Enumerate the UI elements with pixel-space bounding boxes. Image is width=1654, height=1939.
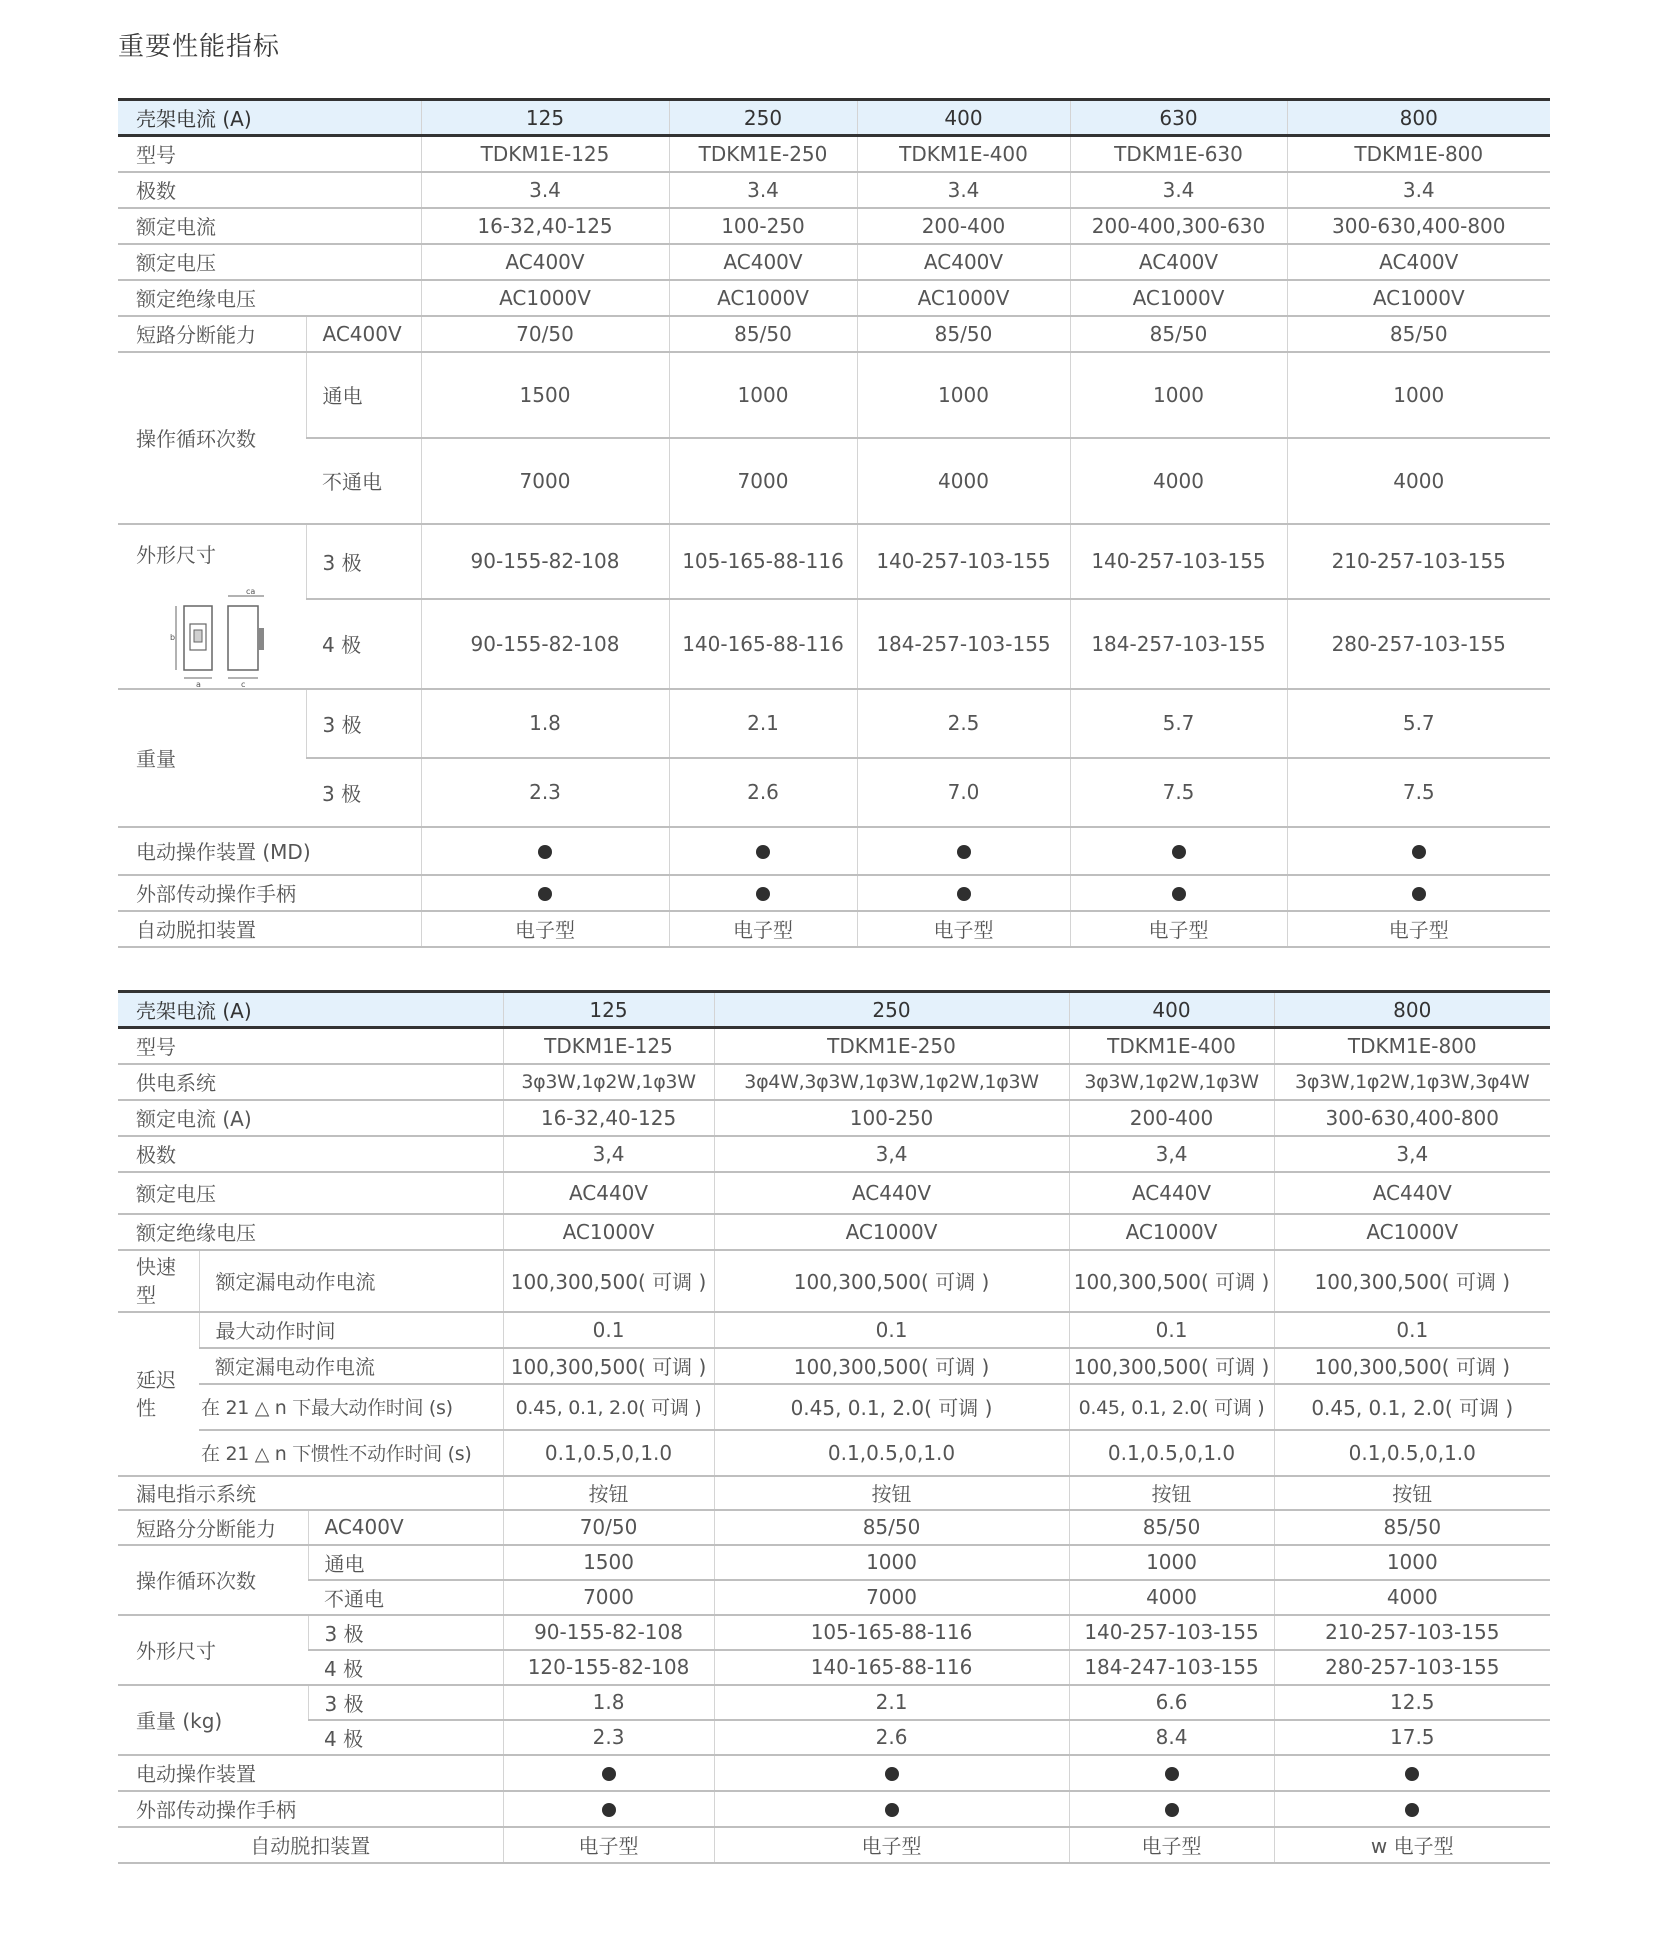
row-label: 电动操作装置 (MD) xyxy=(118,827,421,875)
sub-label: 额定漏电动作电流 xyxy=(199,1348,503,1384)
insulation-voltage-row xyxy=(118,280,1550,316)
model-cell: TDKM1E-800 xyxy=(1287,136,1550,172)
value-cell: 184-257-103-155 xyxy=(1070,599,1287,689)
value-cell: 按钮 xyxy=(503,1476,714,1510)
value-cell: 85/50 xyxy=(1274,1510,1550,1545)
value-cell: 0.1 xyxy=(503,1312,714,1348)
included-dot-icon xyxy=(602,1767,616,1781)
value-cell: AC400V xyxy=(669,244,857,280)
row-label: 极数 xyxy=(118,172,421,208)
weight-3p-row xyxy=(118,1685,1550,1720)
feature-cell xyxy=(1287,827,1550,875)
included-dot-icon xyxy=(1412,887,1426,901)
dim-letter: ca xyxy=(246,587,256,596)
value-cell: 100,300,500( 可调 ) xyxy=(714,1348,1069,1384)
value-cell: AC1000V xyxy=(1287,280,1550,316)
rated-voltage-row xyxy=(118,1172,1550,1214)
value-cell: 电子型 xyxy=(714,1827,1069,1863)
value-cell: 100-250 xyxy=(714,1100,1069,1136)
fast-row xyxy=(118,1250,1550,1312)
sub-label: 4 极 xyxy=(306,599,421,689)
value-cell: 90-155-82-108 xyxy=(421,524,669,599)
sub-label: 不通电 xyxy=(306,438,421,524)
frame-cell: 125 xyxy=(421,100,669,136)
included-dot-icon xyxy=(1172,887,1186,901)
frame-cell: 400 xyxy=(857,100,1070,136)
included-dot-icon xyxy=(1165,1767,1179,1781)
feature-cell xyxy=(1274,1791,1550,1827)
included-dot-icon xyxy=(538,887,552,901)
inertia-row xyxy=(118,1430,1550,1476)
value-cell: 210-257-103-155 xyxy=(1274,1615,1550,1650)
value-cell: 140-165-88-116 xyxy=(669,599,857,689)
included-dot-icon xyxy=(1165,1803,1179,1817)
frame-cell: 400 xyxy=(1069,992,1274,1028)
value-cell: 3,4 xyxy=(503,1136,714,1172)
value-cell: 105-165-88-116 xyxy=(714,1615,1069,1650)
value-cell: 3,4 xyxy=(1069,1136,1274,1172)
value-cell: 0.45, 0.1, 2.0( 可调 ) xyxy=(503,1384,714,1430)
row-label: 快速型 xyxy=(118,1250,199,1312)
max-time-row xyxy=(118,1312,1550,1348)
value-cell: 3.4 xyxy=(857,172,1070,208)
row-label: 重量 (kg) xyxy=(118,1685,308,1755)
value-cell: AC1000V xyxy=(1069,1214,1274,1250)
value-cell: 电子型 xyxy=(669,911,857,947)
value-cell: 按钮 xyxy=(1069,1476,1274,1510)
handle-row xyxy=(118,875,1550,911)
value-cell: 7000 xyxy=(714,1580,1069,1615)
row-label: 短路分分断能力 xyxy=(118,1510,308,1545)
value-cell: 300-630,400-800 xyxy=(1274,1100,1550,1136)
rated-current-row xyxy=(118,208,1550,244)
value-cell: 2.6 xyxy=(669,758,857,827)
value-cell: 17.5 xyxy=(1274,1720,1550,1755)
value-cell: AC1000V xyxy=(714,1214,1069,1250)
dims-label-cell xyxy=(118,524,306,689)
model-cell: TDKM1E-400 xyxy=(857,136,1070,172)
value-cell: 1000 xyxy=(669,352,857,438)
value-cell: 140-257-103-155 xyxy=(1070,524,1287,599)
sub-label: 3 极 xyxy=(306,524,421,599)
sub-label: 通电 xyxy=(308,1545,503,1580)
value-cell: 7.5 xyxy=(1287,758,1550,827)
value-cell: 4000 xyxy=(1287,438,1550,524)
value-cell: 3φ3W,1φ2W,1φ3W,3φ4W xyxy=(1274,1064,1550,1100)
weight-b-row xyxy=(118,758,1550,827)
insulation-voltage-row xyxy=(118,1214,1550,1250)
value-cell: 3.4 xyxy=(1070,172,1287,208)
value-cell: 200-400 xyxy=(1069,1100,1274,1136)
value-cell: 3φ3W,1φ2W,1φ3W xyxy=(1069,1064,1274,1100)
value-cell: 3,4 xyxy=(1274,1136,1550,1172)
dim-letter: c xyxy=(241,679,246,688)
value-cell: 3.4 xyxy=(669,172,857,208)
value-cell: 100,300,500( 可调 ) xyxy=(714,1250,1069,1312)
value-cell: 0.1,0.5,0,1.0 xyxy=(714,1430,1069,1476)
value-cell: AC1000V xyxy=(857,280,1070,316)
row-label: 型号 xyxy=(118,136,421,172)
model-cell: TDKM1E-125 xyxy=(503,1028,714,1064)
value-cell: 70/50 xyxy=(503,1510,714,1545)
included-dot-icon xyxy=(538,845,552,859)
value-cell: 电子型 xyxy=(503,1827,714,1863)
dims-3p-row xyxy=(118,1615,1550,1650)
header-row xyxy=(118,100,1550,136)
row-label: 极数 xyxy=(118,1136,503,1172)
value-cell: 300-630,400-800 xyxy=(1287,208,1550,244)
value-cell: 140-257-103-155 xyxy=(1069,1615,1274,1650)
model-cell: TDKM1E-630 xyxy=(1070,136,1287,172)
value-cell: 1500 xyxy=(421,352,669,438)
value-cell: 100,300,500( 可调 ) xyxy=(1069,1250,1274,1312)
value-cell: 按钮 xyxy=(714,1476,1069,1510)
row-label: 外形尺寸 xyxy=(136,542,216,567)
value-cell: 0.1,0.5,0,1.0 xyxy=(503,1430,714,1476)
value-cell: 2.3 xyxy=(421,758,669,827)
row-label: 供电系统 xyxy=(118,1064,503,1100)
value-cell: 4000 xyxy=(1274,1580,1550,1615)
value-cell: 1000 xyxy=(714,1545,1069,1580)
value-cell: 1000 xyxy=(1287,352,1550,438)
value-cell: AC1000V xyxy=(669,280,857,316)
frame-cell: 250 xyxy=(669,100,857,136)
value-cell: 7000 xyxy=(503,1580,714,1615)
cycles-on-row xyxy=(118,1545,1550,1580)
row-label: 重量 xyxy=(118,689,306,827)
row-label: 额定电压 xyxy=(118,1172,503,1214)
value-cell: 280-257-103-155 xyxy=(1287,599,1550,689)
rated-voltage-row xyxy=(118,244,1550,280)
feature-cell xyxy=(857,827,1070,875)
feature-cell xyxy=(714,1755,1069,1791)
value-cell: 12.5 xyxy=(1274,1685,1550,1720)
value-cell: 85/50 xyxy=(1069,1510,1274,1545)
value-cell: AC1000V xyxy=(1070,280,1287,316)
dim-letter: b xyxy=(170,632,176,642)
value-cell: 2.1 xyxy=(669,689,857,758)
cycles-off-row xyxy=(118,438,1550,524)
value-cell: 3.4 xyxy=(1287,172,1550,208)
feature-cell xyxy=(669,827,857,875)
model-cell: TDKM1E-125 xyxy=(421,136,669,172)
value-cell: 4000 xyxy=(857,438,1070,524)
md-row xyxy=(118,1755,1550,1791)
value-cell: 6.6 xyxy=(1069,1685,1274,1720)
included-dot-icon xyxy=(602,1803,616,1817)
value-cell: 电子型 xyxy=(1069,1827,1274,1863)
model-cell: TDKM1E-250 xyxy=(669,136,857,172)
row-label: 操作循环次数 xyxy=(118,1545,308,1615)
value-cell: 200-400 xyxy=(857,208,1070,244)
cycles-off-row xyxy=(118,1580,1550,1615)
value-cell: 90-155-82-108 xyxy=(503,1615,714,1650)
feature-cell xyxy=(421,875,669,911)
value-cell: 100,300,500( 可调 ) xyxy=(1274,1250,1550,1312)
dimension-diagram-icon xyxy=(170,588,280,688)
row-label: 漏电指示系统 xyxy=(118,1476,503,1510)
value-cell: 140-257-103-155 xyxy=(857,524,1070,599)
value-cell: 4000 xyxy=(1069,1580,1274,1615)
included-dot-icon xyxy=(1172,845,1186,859)
value-cell: 电子型 xyxy=(1287,911,1550,947)
value-cell: 100,300,500( 可调 ) xyxy=(1069,1348,1274,1384)
value-cell: 3.4 xyxy=(421,172,669,208)
value-cell: 100,300,500( 可调 ) xyxy=(1274,1348,1550,1384)
sub-label: 3 极 xyxy=(306,689,421,758)
row-label: 额定电压 xyxy=(118,244,421,280)
value-cell: 120-155-82-108 xyxy=(503,1650,714,1685)
sub-label: 在 21 △ n 下最大动作时间 (s) xyxy=(199,1384,503,1430)
rated-current-row xyxy=(118,1100,1550,1136)
feature-cell xyxy=(1069,1791,1274,1827)
poles-row xyxy=(118,172,1550,208)
sub-label: 4 极 xyxy=(308,1720,503,1755)
value-cell: 184-247-103-155 xyxy=(1069,1650,1274,1685)
value-cell: AC1000V xyxy=(503,1214,714,1250)
model-row xyxy=(118,1028,1550,1064)
value-cell: AC440V xyxy=(1069,1172,1274,1214)
poles-row xyxy=(118,1136,1550,1172)
sub-label: 最大动作时间 xyxy=(199,1312,503,1348)
feature-cell xyxy=(1069,1755,1274,1791)
cycles-on-row xyxy=(118,352,1550,438)
weight-a-row xyxy=(118,689,1550,758)
frame-cell: 125 xyxy=(503,992,714,1028)
value-cell: 0.1,0.5,0,1.0 xyxy=(1069,1430,1274,1476)
md-row xyxy=(118,827,1550,875)
included-dot-icon xyxy=(885,1767,899,1781)
value-cell: 7000 xyxy=(421,438,669,524)
row-label: 自动脱扣装置 xyxy=(118,911,421,947)
feature-cell xyxy=(421,827,669,875)
value-cell: 电子型 xyxy=(421,911,669,947)
handle-row xyxy=(118,1791,1550,1827)
feature-cell xyxy=(1070,827,1287,875)
dims-3p-row xyxy=(118,524,1550,599)
feature-cell xyxy=(1274,1755,1550,1791)
value-cell: 140-165-88-116 xyxy=(714,1650,1069,1685)
value-cell: w 电子型 xyxy=(1274,1827,1550,1863)
frame-cell: 630 xyxy=(1070,100,1287,136)
feature-cell xyxy=(1070,875,1287,911)
header-row xyxy=(118,992,1550,1028)
row-label: 额定绝缘电压 xyxy=(118,280,421,316)
sub-label: AC400V xyxy=(306,316,421,352)
value-cell: 4000 xyxy=(1070,438,1287,524)
included-dot-icon xyxy=(1405,1803,1419,1817)
value-cell: AC400V xyxy=(421,244,669,280)
value-cell: 3φ4W,3φ3W,1φ3W,1φ2W,1φ3W xyxy=(714,1064,1069,1100)
value-cell: 0.1 xyxy=(1274,1312,1550,1348)
sub-label: 4 极 xyxy=(308,1650,503,1685)
feature-cell xyxy=(503,1755,714,1791)
included-dot-icon xyxy=(885,1803,899,1817)
value-cell: 1500 xyxy=(503,1545,714,1580)
frame-cell: 800 xyxy=(1274,992,1550,1028)
system-row xyxy=(118,1064,1550,1100)
header-label: 壳架电流 (A) xyxy=(118,100,421,136)
value-cell: AC400V xyxy=(1070,244,1287,280)
row-label: 外部传动操作手柄 xyxy=(118,1791,503,1827)
value-cell: AC440V xyxy=(1274,1172,1550,1214)
value-cell: 70/50 xyxy=(421,316,669,352)
included-dot-icon xyxy=(756,887,770,901)
weight-4p-row xyxy=(118,1720,1550,1755)
value-cell: 0.45, 0.1, 2.0( 可调 ) xyxy=(1069,1384,1274,1430)
frame-cell: 250 xyxy=(714,992,1069,1028)
value-cell: 0.1,0.5,0,1.0 xyxy=(1274,1430,1550,1476)
value-cell: 1000 xyxy=(1070,352,1287,438)
value-cell: 85/50 xyxy=(714,1510,1069,1545)
feature-cell xyxy=(714,1791,1069,1827)
value-cell: 0.45, 0.1, 2.0( 可调 ) xyxy=(714,1384,1069,1430)
row-label: 延迟性 xyxy=(118,1312,199,1476)
sub-label: 3 极 xyxy=(308,1685,503,1720)
value-cell: 电子型 xyxy=(857,911,1070,947)
model-row xyxy=(118,136,1550,172)
value-cell: 按钮 xyxy=(1274,1476,1550,1510)
model-cell: TDKM1E-400 xyxy=(1069,1028,1274,1064)
row-label: 型号 xyxy=(118,1028,503,1064)
value-cell: 2.5 xyxy=(857,689,1070,758)
indicator-row xyxy=(118,1476,1550,1510)
value-cell: 100-250 xyxy=(669,208,857,244)
included-dot-icon xyxy=(756,845,770,859)
value-cell: 1.8 xyxy=(421,689,669,758)
row-label: 操作循环次数 xyxy=(118,352,306,524)
sub-label: 额定漏电动作电流 xyxy=(199,1250,503,1312)
value-cell: 85/50 xyxy=(669,316,857,352)
value-cell: 100,300,500( 可调 ) xyxy=(503,1250,714,1312)
dims-4p-row xyxy=(118,599,1550,689)
row-label: 自动脱扣装置 xyxy=(118,1827,503,1863)
value-cell: AC1000V xyxy=(1274,1214,1550,1250)
value-cell: 90-155-82-108 xyxy=(421,599,669,689)
value-cell: 7.0 xyxy=(857,758,1070,827)
row-label: 电动操作装置 xyxy=(118,1755,503,1791)
page-title: 重要性能指标 xyxy=(118,32,281,62)
value-cell: 8.4 xyxy=(1069,1720,1274,1755)
value-cell: 2.6 xyxy=(714,1720,1069,1755)
dims-4p-row xyxy=(118,1650,1550,1685)
value-cell: AC400V xyxy=(857,244,1070,280)
value-cell: 184-257-103-155 xyxy=(857,599,1070,689)
row-label: 额定电流 (A) xyxy=(118,1100,503,1136)
included-dot-icon xyxy=(957,887,971,901)
feature-cell xyxy=(1287,875,1550,911)
sub-label: 通电 xyxy=(306,352,421,438)
sub-label: 在 21 △ n 下惯性不动作时间 (s) xyxy=(199,1430,503,1476)
value-cell: 200-400,300-630 xyxy=(1070,208,1287,244)
value-cell: 1000 xyxy=(1069,1545,1274,1580)
feature-cell xyxy=(503,1791,714,1827)
feature-cell xyxy=(669,875,857,911)
feature-cell xyxy=(857,875,1070,911)
row-label: 外部传动操作手柄 xyxy=(118,875,421,911)
value-cell: AC1000V xyxy=(421,280,669,316)
value-cell: 5.7 xyxy=(1287,689,1550,758)
value-cell: 16-32,40-125 xyxy=(503,1100,714,1136)
value-cell: 1000 xyxy=(857,352,1070,438)
value-cell: 2.1 xyxy=(714,1685,1069,1720)
model-cell: TDKM1E-800 xyxy=(1274,1028,1550,1064)
dim-letter: a xyxy=(196,679,201,688)
included-dot-icon xyxy=(1405,1767,1419,1781)
value-cell: 85/50 xyxy=(857,316,1070,352)
value-cell: 105-165-88-116 xyxy=(669,524,857,599)
value-cell: 1000 xyxy=(1274,1545,1550,1580)
included-dot-icon xyxy=(957,845,971,859)
value-cell: 100,300,500( 可调 ) xyxy=(503,1348,714,1384)
sub-label: 3 极 xyxy=(308,1615,503,1650)
value-cell: 7000 xyxy=(669,438,857,524)
frame-cell: 800 xyxy=(1287,100,1550,136)
value-cell: 85/50 xyxy=(1287,316,1550,352)
value-cell: 85/50 xyxy=(1070,316,1287,352)
value-cell: 0.1 xyxy=(714,1312,1069,1348)
value-cell: 16-32,40-125 xyxy=(421,208,669,244)
sub-label: 不通电 xyxy=(308,1580,503,1615)
sub-label: 3 极 xyxy=(306,758,421,827)
row-label: 额定电流 xyxy=(118,208,421,244)
row-label: 短路分断能力 xyxy=(118,316,306,352)
value-cell: 0.1 xyxy=(1069,1312,1274,1348)
value-cell: 电子型 xyxy=(1070,911,1287,947)
breaking-row xyxy=(118,1510,1550,1545)
included-dot-icon xyxy=(1412,845,1426,859)
trip-row xyxy=(118,911,1550,947)
value-cell: 210-257-103-155 xyxy=(1287,524,1550,599)
spec-table-1 xyxy=(118,98,1550,948)
value-cell: 7.5 xyxy=(1070,758,1287,827)
trip-row xyxy=(118,1827,1550,1863)
breaking-row xyxy=(118,316,1550,352)
max-time-21-row xyxy=(118,1384,1550,1430)
value-cell: 3,4 xyxy=(714,1136,1069,1172)
spec-table-2 xyxy=(118,990,1550,1864)
header-label: 壳架电流 (A) xyxy=(118,992,503,1028)
value-cell: AC440V xyxy=(503,1172,714,1214)
value-cell: AC440V xyxy=(714,1172,1069,1214)
model-cell: TDKM1E-250 xyxy=(714,1028,1069,1064)
value-cell: 2.3 xyxy=(503,1720,714,1755)
value-cell: 5.7 xyxy=(1070,689,1287,758)
value-cell: AC400V xyxy=(1287,244,1550,280)
value-cell: 0.45, 0.1, 2.0( 可调 ) xyxy=(1274,1384,1550,1430)
delay-leak-row xyxy=(118,1348,1550,1384)
row-label: 额定绝缘电压 xyxy=(118,1214,503,1250)
sub-label: AC400V xyxy=(308,1510,503,1545)
value-cell: 280-257-103-155 xyxy=(1274,1650,1550,1685)
value-cell: 3φ3W,1φ2W,1φ3W xyxy=(503,1064,714,1100)
value-cell: 1.8 xyxy=(503,1685,714,1720)
row-label: 外形尺寸 xyxy=(118,1615,308,1685)
